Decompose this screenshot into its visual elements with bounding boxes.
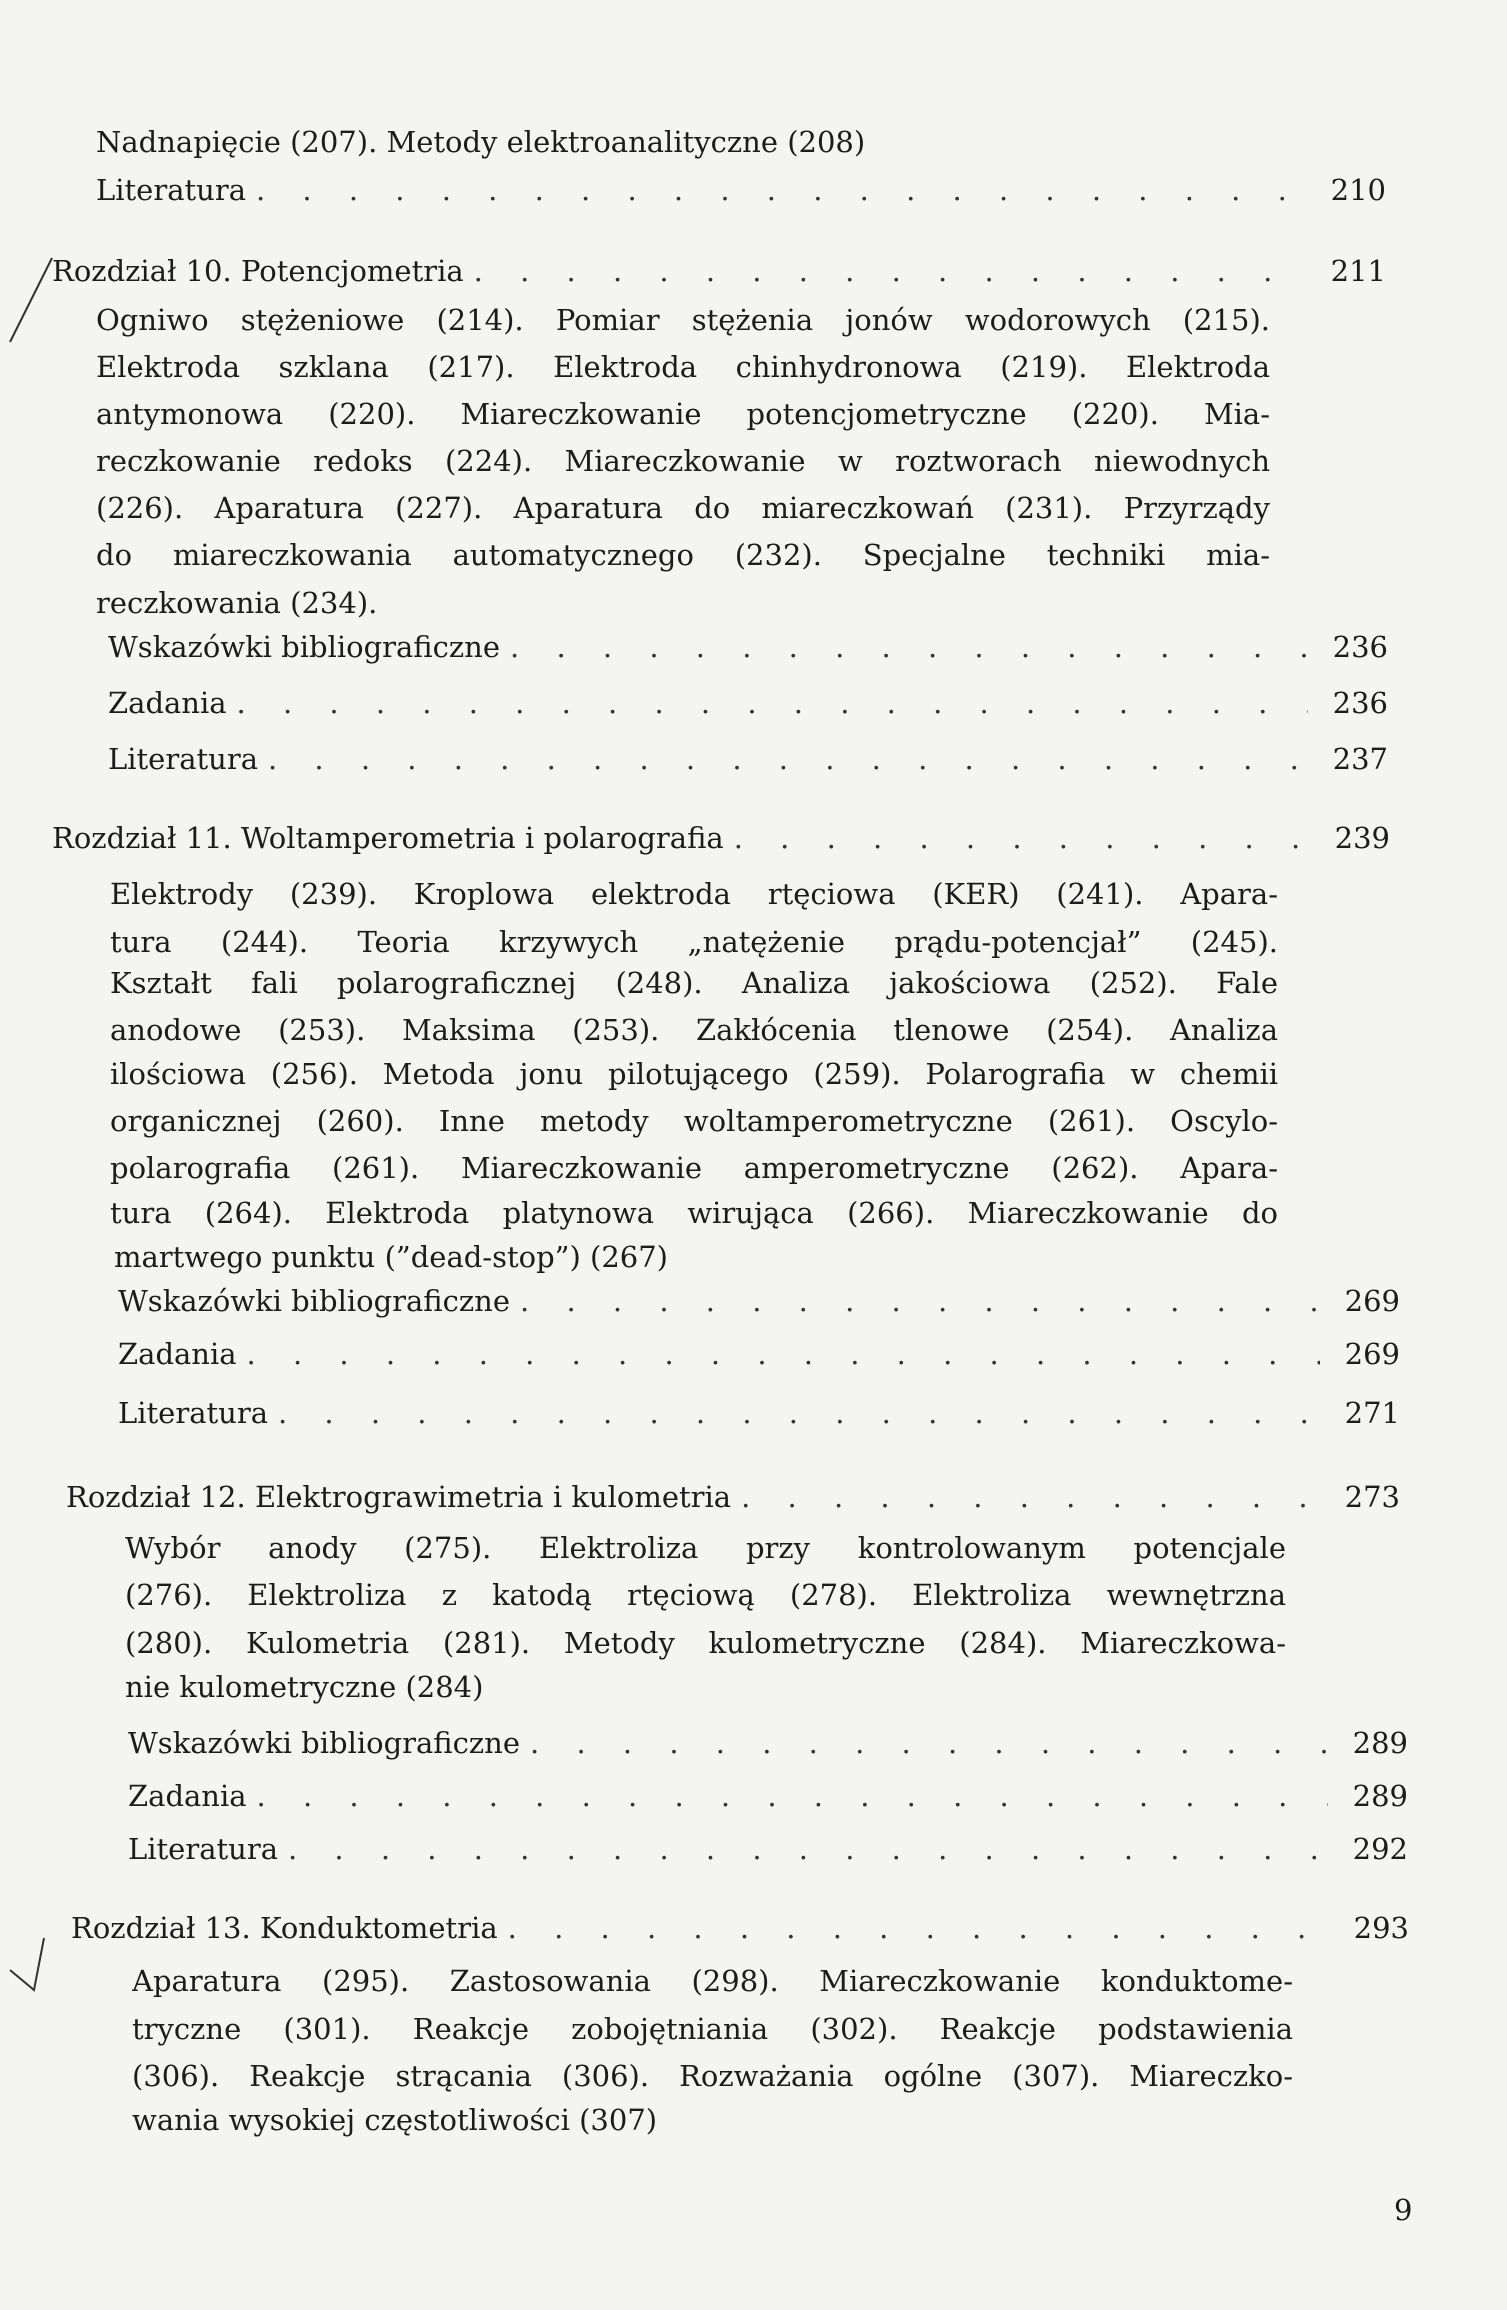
dot-leader bbox=[508, 1908, 1329, 1948]
chapter-body-line: reczkowanie redoks (224). Miareczkowanie w roztworach niewodnych bbox=[96, 444, 1270, 478]
entry-page: 210 bbox=[1330, 173, 1386, 207]
dot-leader bbox=[288, 1829, 1328, 1869]
dot-leader bbox=[256, 170, 1306, 210]
dot-leader bbox=[520, 1281, 1320, 1321]
entry-label: Wskazówki bibliograficzne bbox=[118, 1284, 511, 1318]
toc-entry-literature[interactable] bbox=[118, 1393, 1400, 1433]
dot-leader bbox=[734, 818, 1310, 858]
chapter-12-heading[interactable] bbox=[66, 1477, 1400, 1517]
chapter-page: 239 bbox=[1334, 821, 1390, 855]
chapter-body-line: martwego punktu (”dead-stop”) (267) bbox=[114, 1240, 668, 1274]
dot-leader bbox=[278, 1393, 1320, 1433]
entry-page: 292 bbox=[1352, 1832, 1408, 1866]
chapter-body-line: (276). Elektroliza z katodą rtęciową (278). Elektroliza wewnętrzna bbox=[125, 1578, 1286, 1612]
toc-entry-exercises[interactable] bbox=[118, 1334, 1400, 1374]
toc-entry-literature[interactable] bbox=[96, 170, 1386, 210]
dot-leader bbox=[530, 1723, 1328, 1763]
chapter-page: 273 bbox=[1344, 1480, 1400, 1514]
chapter-13-heading[interactable] bbox=[71, 1908, 1409, 1948]
dot-leader bbox=[268, 739, 1308, 779]
chapter-11-heading[interactable] bbox=[52, 818, 1390, 858]
entry-page: 269 bbox=[1344, 1337, 1400, 1371]
dot-leader bbox=[474, 251, 1306, 291]
chapter-body-line: tura (244). Teoria krzywych „natężenie prądu-potencjał” (245). bbox=[110, 925, 1278, 959]
chapter-body-line: Ogniwo stężeniowe (214). Pomiar stężenia jonów wodorowych (215). bbox=[96, 303, 1270, 337]
entry-label: Literatura bbox=[108, 742, 258, 776]
chapter-body-line: Elektroda szklana (217). Elektroda chinhydronowa (219). Elektroda bbox=[96, 350, 1270, 384]
entry-label: Literatura bbox=[96, 173, 246, 207]
toc-entry-bibliography[interactable] bbox=[118, 1281, 1400, 1321]
entry-label: Zadania bbox=[118, 1337, 237, 1371]
toc-entry-bibliography[interactable] bbox=[108, 627, 1388, 667]
toc-entry-exercises[interactable] bbox=[108, 683, 1388, 723]
chapter-title: Rozdział 12. Elektrograwimetria i kulometria bbox=[66, 1480, 732, 1514]
entry-label: Literatura bbox=[118, 1396, 268, 1430]
chapter-body-line: Elektrody (239). Kroplowa elektroda rtęciowa (KER) (241). Apara- bbox=[110, 877, 1278, 911]
chapter-body-line: nie kulometryczne (284) bbox=[125, 1670, 484, 1704]
chapter-body-line: antymonowa (220). Miareczkowanie potencjometryczne (220). Mia- bbox=[96, 397, 1270, 431]
toc-entry-literature[interactable] bbox=[128, 1829, 1408, 1869]
dot-leader bbox=[247, 1334, 1320, 1374]
pencil-check-mark bbox=[4, 1930, 64, 2010]
chapter-body-line: polarografia (261). Miareczkowanie amperometryczne (262). Apara- bbox=[110, 1151, 1278, 1185]
chapter-body-line: reczkowania (234). bbox=[96, 586, 378, 620]
chapter-page: 211 bbox=[1330, 254, 1386, 288]
chapter-body-line: ilościowa (256). Metoda jonu pilotującego (259). Polarografia w chemii bbox=[110, 1057, 1278, 1091]
chapter-body-line: Aparatura (295). Zastosowania (298). Miareczkowanie konduktome- bbox=[132, 1964, 1293, 1998]
entry-label: Wskazówki bibliograficzne bbox=[128, 1726, 521, 1760]
chapter-body-line: (226). Aparatura (227). Aparatura do miareczkowań (231). Przyrządy bbox=[96, 491, 1270, 525]
chapter-title: Rozdział 13. Konduktometria bbox=[71, 1911, 498, 1945]
entry-page: 236 bbox=[1332, 686, 1388, 720]
chapter-body-line: organicznej (260). Inne metody woltamperometryczne (261). Oscylo- bbox=[110, 1104, 1278, 1138]
toc-line: Nadnapięcie (207). Metody elektroanalityczne (208) bbox=[96, 125, 866, 159]
page-number: 9 bbox=[1394, 2193, 1413, 2227]
dot-leader bbox=[741, 1477, 1320, 1517]
chapter-body-line: Kształt fali polarograficznej (248). Analiza jakościowa (252). Fale bbox=[110, 966, 1278, 1000]
entry-page: 236 bbox=[1332, 630, 1388, 664]
chapter-body-line: (280). Kulometria (281). Metody kulometryczne (284). Miareczkowa- bbox=[125, 1626, 1286, 1660]
entry-label: Zadania bbox=[128, 1779, 247, 1813]
entry-page: 289 bbox=[1352, 1726, 1408, 1760]
toc-entry-exercises[interactable] bbox=[128, 1776, 1408, 1816]
entry-page: 237 bbox=[1332, 742, 1388, 776]
chapter-body-line: Wybór anody (275). Elektroliza przy kontrolowanym potencjale bbox=[125, 1531, 1286, 1565]
entry-page: 271 bbox=[1344, 1396, 1400, 1430]
chapter-title: Rozdział 10. Potencjometria bbox=[52, 254, 464, 288]
chapter-10-heading[interactable] bbox=[52, 251, 1386, 291]
toc-entry-literature[interactable] bbox=[108, 739, 1388, 779]
pencil-slash-mark bbox=[2, 250, 62, 350]
entry-page: 269 bbox=[1344, 1284, 1400, 1318]
chapter-body-line: do miareczkowania automatycznego (232). Specjalne techniki mia- bbox=[96, 538, 1270, 572]
dot-leader bbox=[257, 1776, 1328, 1816]
chapter-title: Rozdział 11. Woltamperometria i polarografia bbox=[52, 821, 724, 855]
chapter-page: 293 bbox=[1353, 1911, 1409, 1945]
chapter-body-line: tura (264). Elektroda platynowa wirująca (266). Miareczkowanie do bbox=[110, 1196, 1278, 1230]
entry-page: 289 bbox=[1352, 1779, 1408, 1813]
chapter-body-line: anodowe (253). Maksima (253). Zakłócenia tlenowe (254). Analiza bbox=[110, 1013, 1278, 1047]
entry-label: Literatura bbox=[128, 1832, 278, 1866]
entry-label: Zadania bbox=[108, 686, 227, 720]
chapter-body-line: tryczne (301). Reakcje zobojętniania (302). Reakcje podstawienia bbox=[132, 2012, 1293, 2046]
entry-label: Wskazówki bibliograficzne bbox=[108, 630, 501, 664]
toc-entry-bibliography[interactable] bbox=[128, 1723, 1408, 1763]
chapter-body-line: wania wysokiej częstotliwości (307) bbox=[132, 2103, 658, 2137]
dot-leader bbox=[237, 683, 1308, 723]
chapter-body-line: (306). Reakcje strącania (306). Rozważania ogólne (307). Miareczko- bbox=[132, 2059, 1293, 2093]
dot-leader bbox=[510, 627, 1308, 667]
